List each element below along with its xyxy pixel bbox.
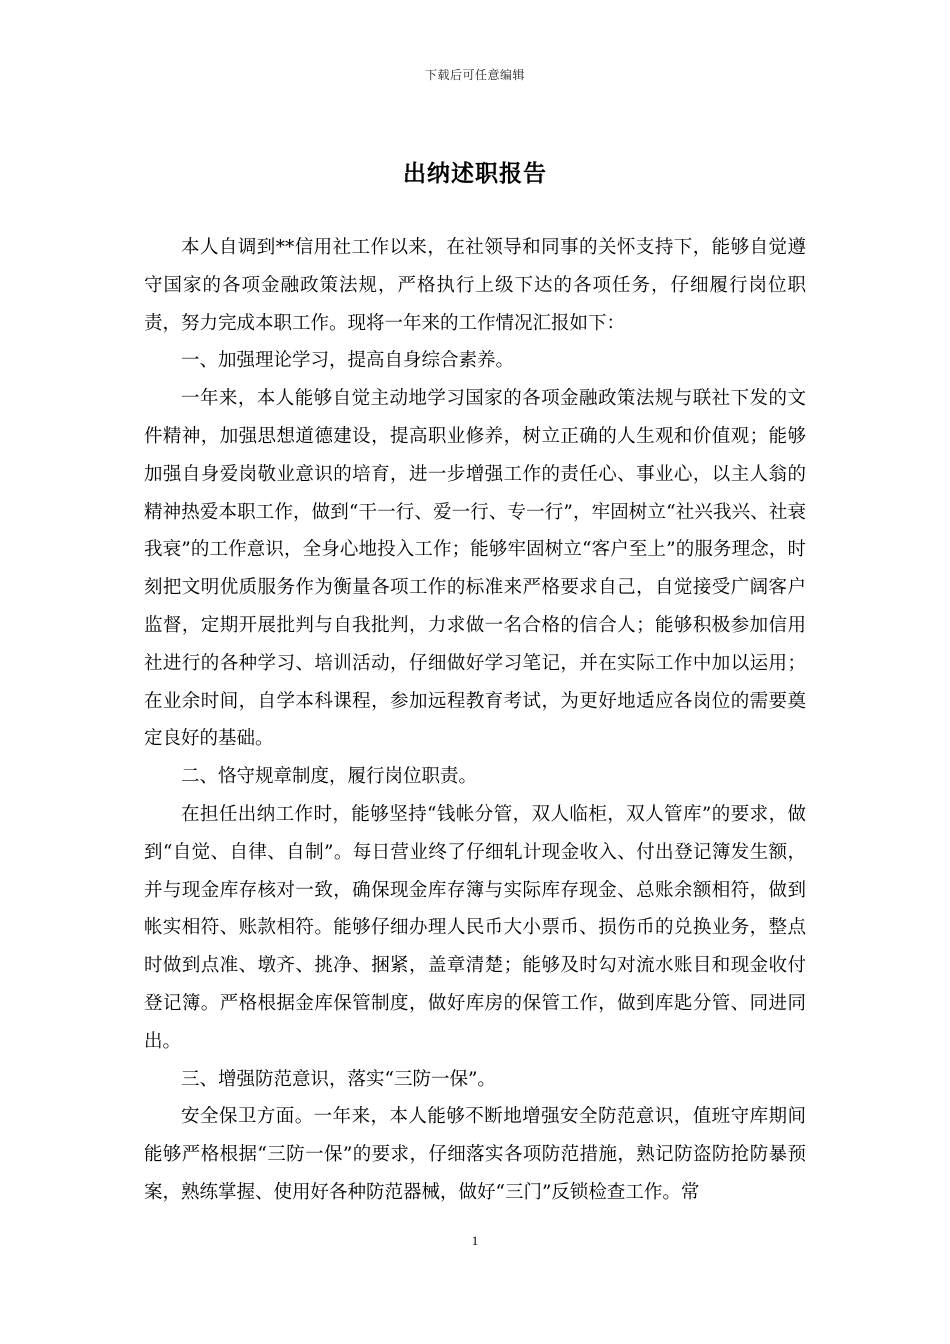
- section-heading-1: 一、加强理论学习，提高自身综合素养。: [181, 350, 515, 372]
- document-title: 出纳述职报告: [403, 161, 547, 187]
- paragraph-intro: 本人自调到**信用社工作以来，在社领导和同事的关怀支持下，能够自觉遵守国家的各项金融政策法规，严格执行上级下达的各项任务，仔细履行岗位职责，努力完成本职工作。现将一年来的工作情况汇报如下：: [144, 237, 806, 334]
- paragraph-section-3: 安全保卫方面。一年来，本人能够不断地增强安全防范意识，值班守库期间能够严格根据“三防一保”的要求，仔细落实各项防范措施，熟记防盗防抢防暴预案，熟练掌握、使用好各种防范器械，做好“三门”反锁检查工作。常: [144, 1106, 806, 1203]
- header-note: 下载后可任意编辑: [424, 68, 525, 82]
- document-body: [144, 229, 806, 1212]
- section-heading-3: 三、增强防范意识，落实“三防一保”。: [181, 1068, 496, 1090]
- paragraph-section-1: 一年来，本人能够自觉主动地学习国家的各项金融政策法规与联社下发的文件精神，加强思想道德建设，提高职业修养，树立正确的人生观和价值观；能够加强自身爱岗敬业意识的培育，进一步增强工作的责任心、事业心，以主人翁的精神热爱本职工作，做到“干一行、爱一行、专一行”，牢固树立“社兴我兴、社衰我衰”的工作意识，全身心地投入工作；能够牢固树立“客户至上”的服务理念，时刻把文明优质服务作为衡量各项工作的标准来严格要求自己，自觉接受广阔客户监督，定期开展批判与自我批判，力求做一名合格的信合人；能够积极参加信用社进行的各种学习、培训活动，仔细做好学习笔记，并在实际工作中加以运用；在业余时间，自学本科课程，参加远程教育考试，为更好地适应各岗位的需要奠定良好的基础。: [144, 388, 806, 750]
- paragraph-section-2: 在担任出纳工作时，能够坚持“钱帐分管，双人临柜，双人管库”的要求，做到“自觉、自律、自制”。每日营业终了仔细轧计现金收入、付出登记簿发生额，并与现金库存核对一致，确保现金库存簿与实际库存现金、总账余额相符，做到帐实相符、账款相符。能够仔细办理人民币大小票币、损伤币的兑换业务，整点时做到点准、墩齐、挑净、捆紧，盖章清楚；能够及时勾对流水账目和现金收付登记簿。严格根据金库保管制度，做好库房的保管工作，做到库匙分管、同进同出。: [144, 803, 806, 1052]
- section-heading-2: 二、恪守规章制度，履行岗位职责。: [181, 766, 478, 788]
- page-number: 1: [471, 1233, 479, 1248]
